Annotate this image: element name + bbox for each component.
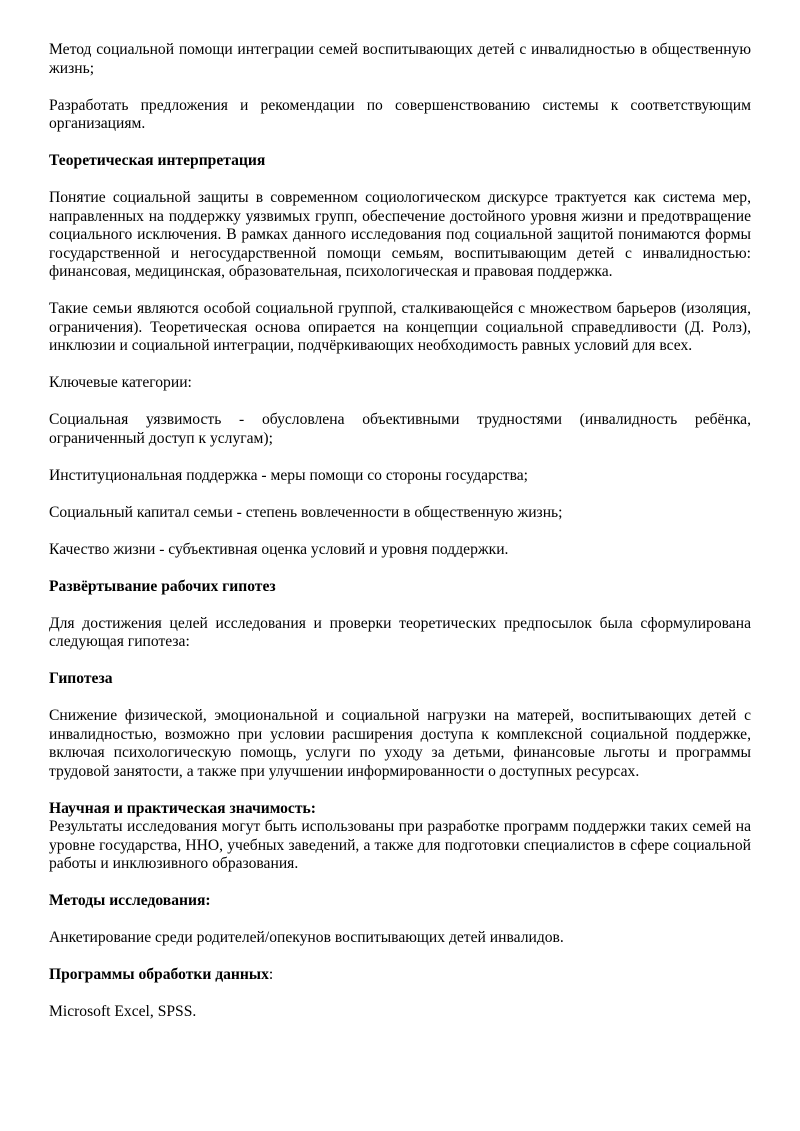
paragraph-category-2: Институциональная поддержка - меры помощи со стороны государства; [49,466,529,484]
paragraph-category-4: Качество жизни - субъективная оценка условий и уровня поддержки. [49,540,509,558]
heading-programs-line [49,966,751,985]
paragraph-methods: Анкетирование среди родителей/опекунов воспитывающих детей инвалидов. [49,929,564,946]
heading-programs: Программы обработки данных [49,966,269,983]
paragraph-theory-2: Такие семьи являются особой социальной группой, сталкивающейся с множеством барьеров (изоляция, ограничения). Теоретическая основа опирается на концепции социальной справедливости (Д. Ролз), инклюзии и социальной интеграции, подчёркивающих необходимость равных условий для всех. [49,300,751,354]
heading-hypothesis: Гипотеза [49,670,113,687]
paragraph-programs: Microsoft Excel, SPSS. [49,1003,197,1020]
paragraph-theory-1: Понятие социальной защиты в современном социологическом дискурсе трактуется как система мер, направленных на поддержку уязвимых групп, обеспечение достойного уровня жизни и предотвращение социального исключения. В рамках данного исследования под социальной защитой понимаются формы государственной и негосударственной помощи семьям, воспитывающим детей с инвалидностью: финансовая, медицинская, образовательная, психологическая и правовая поддержка. [49,189,751,280]
heading-programs-colon: : [268,966,274,983]
paragraph-develop: Разработать предложения и рекомендации по совершенствованию системы к соответствующим организациям. [49,96,751,132]
paragraph-method: Метод социальной помощи интеграции семей воспитывающих детей с инвалидностью в общественную жизнь; [49,41,751,77]
heading-theory: Теоретическая интерпретация [49,152,266,169]
paragraph-category-3: Социальный капитал семьи - степень вовлеченности в общественную жизнь; [49,503,563,521]
paragraph-category-1: Социальная уязвимость - обусловлена объективными трудностями (инвалидность ребёнка, ограниченный доступ к услугам); [49,411,751,447]
heading-significance: Научная и практическая значимость: [49,799,316,817]
heading-hypotheses-development: Развёртывание рабочих гипотез [49,577,276,595]
paragraph-key-categories: Ключевые категории: [49,374,192,391]
document-page [49,41,751,1022]
paragraph-significance: Результаты исследования могут быть использованы при разработке программ поддержки таких семей на уровне государства, ННО, учебных заведений, а также для подготовки специалистов в сфере социальной работы и инклюзивного образования. [49,818,751,872]
paragraph-hypothesis-intro: Для достижения целей исследования и проверки теоретических предпосылок была сформулирована следующая гипотеза: [49,614,751,650]
heading-methods: Методы исследования: [49,892,211,909]
paragraph-hypothesis: Снижение физической, эмоциональной и социальной нагрузки на матерей, воспитывающих детей с инвалидностью, возможно при условии расширения доступа к комплексной социальной поддержке, включая психологическую помощь, услуги по уходу за детьми, финансовые льготы и программы трудовой занятости, а также при улучшении информированности о доступных ресурсах. [49,707,751,780]
